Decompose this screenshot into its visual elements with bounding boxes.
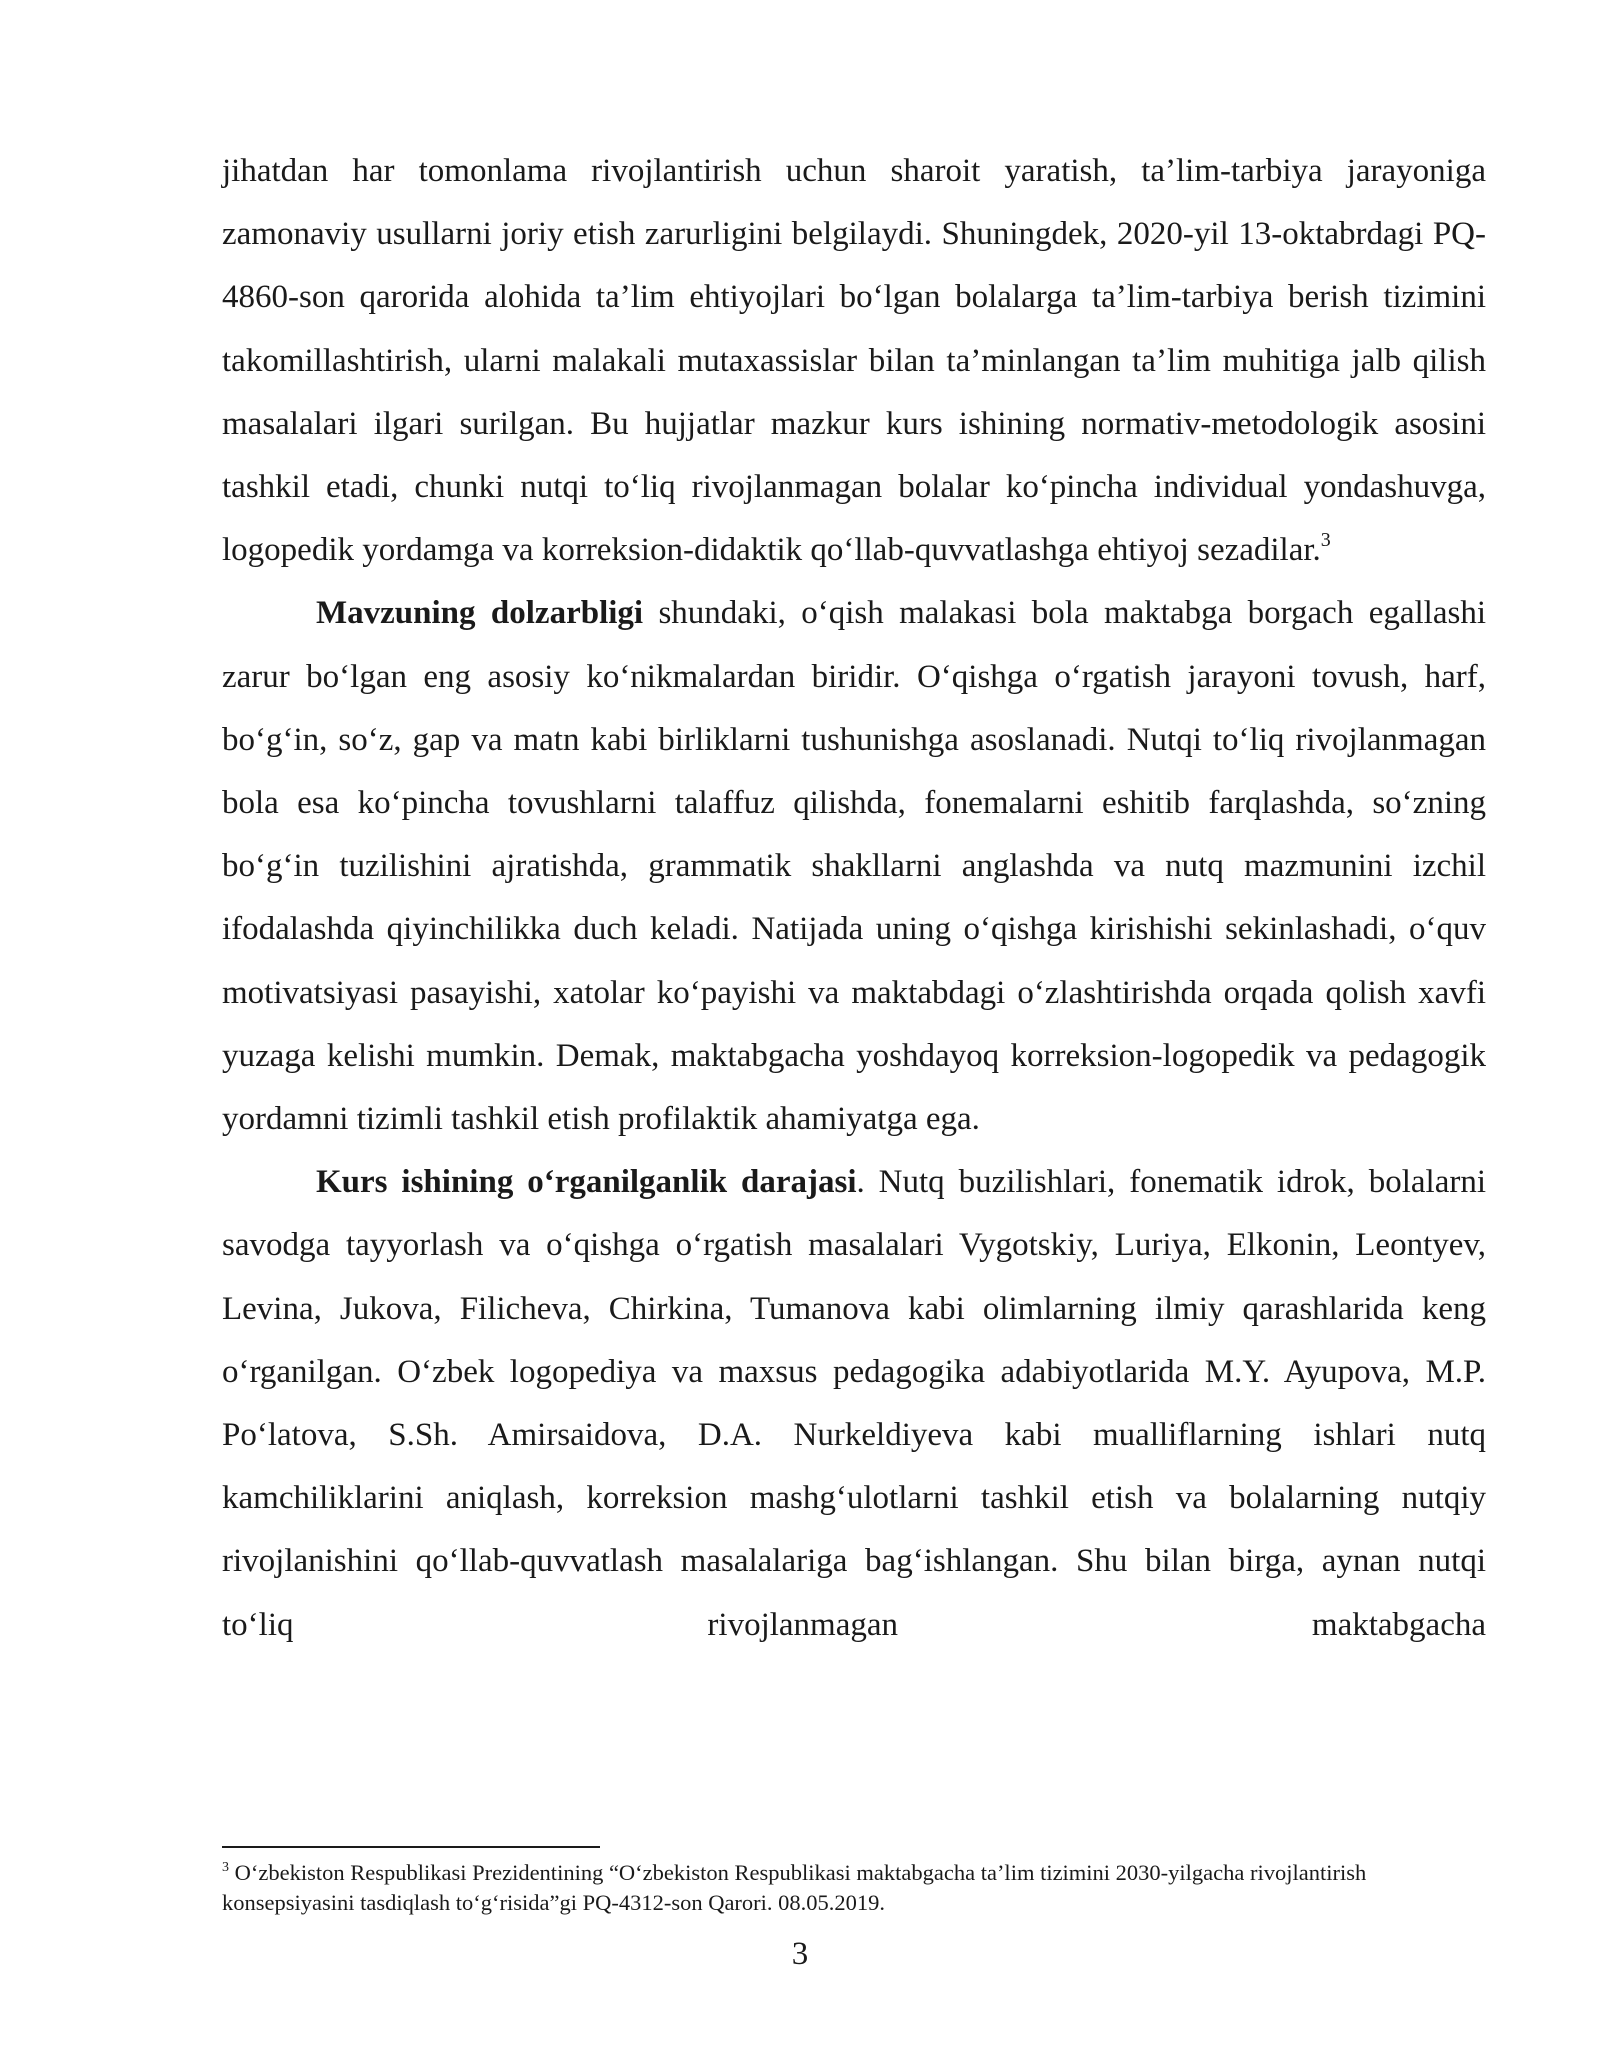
paragraph-text: . Nutq buzilishlari, fonematik idrok, bolalarni savodga tayyorlash va o‘qishga o‘rgatish masalalari Vygotskiy, Luriya, Elkonin, Leontyev, Levina, Jukova, Filicheva, Chirkina, Tumanova kabi olimlarning ilmiy qarashlarida keng o‘rganilgan. O‘zbek logopediya va maxsus pedagogika adabiyotlarida M.Y. Ayupova, M.P. Po‘latova, S.Sh. Amirsaidova, D.A. Nurkeldiyeva kabi mualliflarning ishlari nutq kamchiliklarini aniqlash, korreksion mashg‘ulotlarni tashkil etish va bolalarning nutqiy rivojlanishini qo‘llab-quvvatlash masalalariga bag‘ishlangan. Shu bilan birga, aynan nutqi to‘liq rivojlanmagan maktabgacha — [222, 1164, 1486, 1643]
paragraph-relevance — [222, 582, 1486, 1151]
paragraph-text: jihatdan har tomonlama rivojlantirish uchun sharoit yaratish, ta’lim-tarbiya jarayoniga zamonaviy usullarni joriy etish zarurligini belgilaydi. Shuningdek, 2020-yil 13-oktabrdagi PQ-4860-son qarorida alohida ta’lim ehtiyojlari bo‘lgan bolalarga ta’lim-tarbiya berish tizimini takomillashtirish, ularni malakali mutaxassislar bilan ta’minlangan ta’lim muhitiga jalb qilish masalalari ilgari surilgan. Bu hujjatlar mazkur kurs ishining normativ-metodologik asosini tashkil etadi, chunki nutqi to‘liq rivojlanmagan bolalar ko‘pincha individual yondashuvga, logopedik yordamga va korreksion-didaktik qo‘llab-quvvatlashga ehtiyoj sezadilar. — [222, 153, 1486, 569]
footnote — [222, 1858, 1486, 1918]
footnote-separator — [222, 1846, 600, 1848]
footnote-number: 3 — [222, 1860, 229, 1875]
paragraph-research-degree — [222, 1151, 1486, 1657]
footnote-text: O‘zbekiston Respublikasi Prezidentining “O‘zbekiston Respublikasi maktabgacha ta’lim tizimini 2030-yilgacha rivojlantirish konsepsiyasini tasdiqlash to‘g‘risida”gi PQ-4312-son Qarori. 08.05.2019. — [222, 1860, 1367, 1915]
paragraph-text: shundaki, o‘qish malakasi bola maktabga borgach egallashi zarur bo‘lgan eng asosiy ko‘nikmalardan biridir. O‘qishga o‘rgatish jarayoni tovush, harf, bo‘g‘in, so‘z, gap va matn kabi birliklarni tushunishga asoslanadi. Nutqi to‘liq rivojlanmagan bola esa ko‘pincha tovushlarni talaffuz qilishda, fonemalarni eshitib farqlashda, so‘zning bo‘g‘in tuzilishini ajratishda, grammatik shakllarni anglashda va nutq mazmunini izchil ifodalashda qiyinchilikka duch keladi. Natijada uning o‘qishga kirishishi sekinlashadi, o‘quv motivatsiyasi pasayishi, xatolar ko‘payishi va maktabdagi o‘zlashtirishda orqada qolish xavfi yuzaga kelishi mumkin. Demak, maktabgacha yoshdayoq korreksion-logopedik va pedagogik yordamni tizimli tashkil etish profilaktik ahamiyatga ega. — [222, 595, 1486, 1138]
paragraph-heading: Mavzuning dolzarbligi — [316, 595, 644, 632]
body-text — [222, 140, 1486, 1657]
paragraph-normative-basis — [222, 140, 1486, 582]
page-number: 3 — [791, 1936, 809, 1972]
paragraph-heading: Kurs ishining o‘rganilganlik darajasi — [316, 1164, 857, 1201]
footnote-reference: 3 — [1320, 529, 1331, 552]
